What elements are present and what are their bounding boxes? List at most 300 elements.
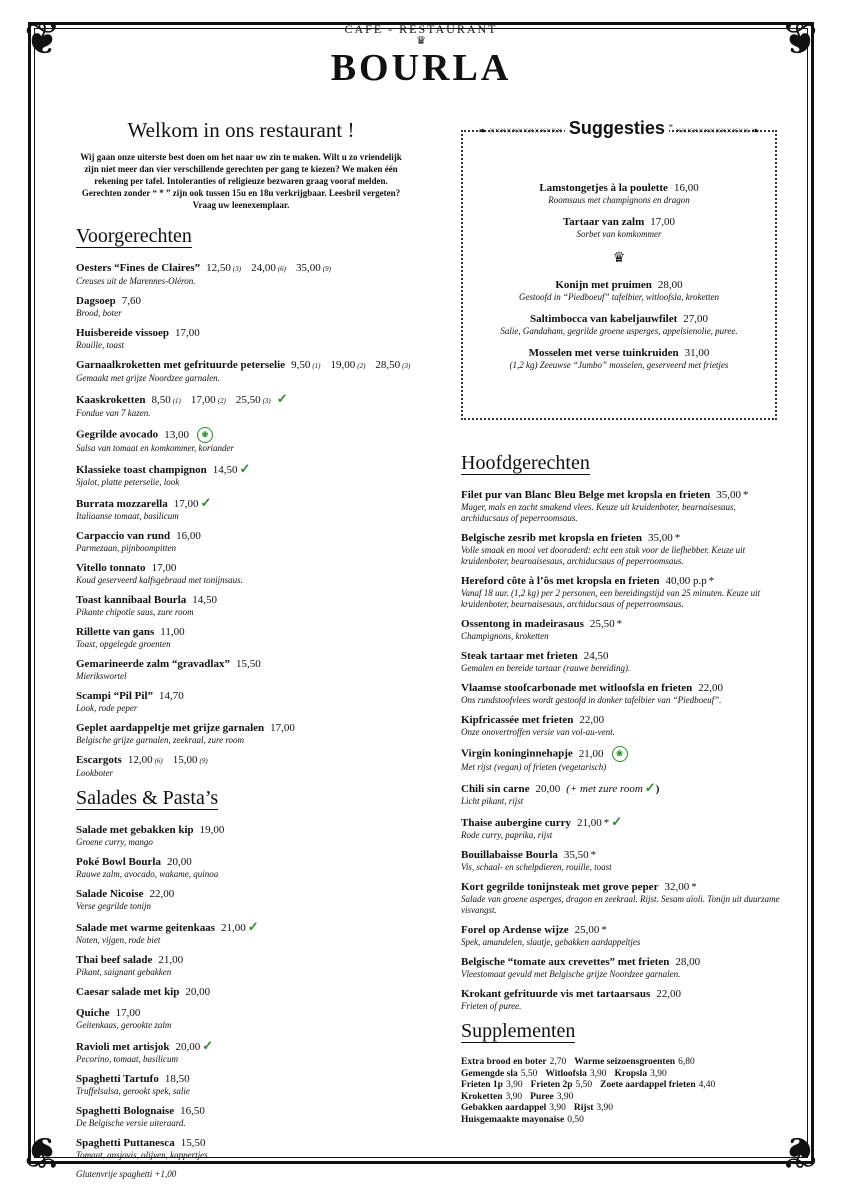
menu-item-description: Parmezaan, pijnboompitten [76,543,176,553]
menu-item-description: Rode curry, paprika, rijst [461,830,553,840]
menu-item-name: Dagsoep [76,295,116,307]
menu-item-quantity: (2) [217,397,226,405]
menu-item-line [76,462,406,477]
menu-item [76,1007,406,1031]
menu-item-price: 21,00 [577,817,602,829]
supplement-price: 4,40 [698,1080,716,1090]
menu-item-description: Vis, schaal- en schelpdieren, rouille, toast [461,862,612,872]
menu-item [461,849,781,873]
menu-item-name: Ossentong in madeirasaus [461,618,584,630]
supplement-line [461,1103,781,1115]
menu-item-description: Vleestomaat gevuld met Belgische grijze Noordzee garnalen. [461,969,681,979]
ornament-icon: ××××××××××××× ❧ [673,126,760,137]
ornament-icon: ❦ [24,1127,61,1176]
menu-item-description: Lookboter [76,768,113,778]
menu-item-name: Spaghetti Puttanesca [76,1137,175,1149]
supplement-price: 0,50 [567,1114,584,1125]
menu-item [76,626,406,650]
menu-item-price: 13,00 [164,428,189,441]
menu-item [76,722,406,746]
suggestion-price: 16,00 [673,182,699,194]
menu-item-line [76,986,406,999]
menu-item-line [76,392,406,408]
menu-item-price: 16,00 [176,530,201,542]
menu-item-line [461,956,781,969]
menu-item [76,1105,406,1129]
supplement-name: Frieten 1p [461,1080,503,1090]
menu-item-description: Onze onovertroffen versie van vol-au-vent. [461,727,615,737]
suggestion-description: (1,2 kg) Zeeuwse “Jumbo” mosselen, geserveerd met frietjes [509,360,729,370]
menu-item-line [461,575,781,588]
menu-item [76,754,406,779]
menu-item-name: Gegrilde avocado [76,428,159,441]
menu-item-price: 17,00 [175,327,200,339]
menu-item-line [76,626,406,639]
menu-item-line [461,618,781,631]
suggestion-price: 28,00 [657,279,683,291]
menu-item [461,682,781,706]
menu-item-name: Klassieke toast champignon [76,464,207,476]
menu-item-line [461,650,781,663]
menu-item-description: Geitenkaas, gerookte zalm [76,1020,172,1030]
menu-item [461,714,781,738]
menu-item-price: 11,00 [160,626,185,638]
menu-item-price: 17,00 [173,498,199,510]
menu-item-price: 25,50 [235,394,261,406]
menu-item [461,746,781,773]
menu-item-quantity: (3) [262,397,271,405]
suggesties-title: Suggesties [565,118,669,138]
brand-name: BOURLA [330,47,512,89]
menu-item-quantity: (3) [232,265,242,273]
menu-item [76,1137,406,1161]
supplement-price: 3,90 [505,1091,523,1102]
menu-item-line [76,1105,406,1118]
menu-item-price: 25,00 [574,924,600,936]
menu-item-price: 14,70 [159,690,184,702]
menu-item-line [76,954,406,967]
menu-item-price: 19,00 [330,359,356,371]
menu-item-line [461,988,781,1001]
suggestion-description: Salie, Gandaham, gegrilde groene asperges, appelsienolie, puree. [500,326,738,336]
menu-item-name: Oesters “Fines de Claires” [76,262,201,274]
supplement-price: 3,90 [549,1103,566,1113]
star-marker: * [601,924,607,936]
menu-item-name: Carpaccio van rund [76,530,171,542]
suggestion-line [466,279,772,292]
menu-item-price: 16,50 [180,1105,205,1117]
suggestion-name: Saltimbocca van kabeljauwfilet [529,313,678,325]
supplementen-list [461,1057,781,1126]
menu-item-name: Krokant gefrituurde vis met tartaarsaus [461,988,651,1000]
suggesties-header: ❧ ××××××××××××× Suggesties * ××××××××××××× ❧ [478,118,760,138]
suggesties-list [466,182,772,381]
supplement-name: Kroketten [461,1091,503,1102]
supplement-price: 5,50 [520,1068,538,1079]
menu-item-description: Champignons, kroketten [461,631,549,641]
supplement-name: Gemengde sla [461,1068,518,1079]
menu-item-name: Hereford côte à l’ôs met kropsla en frieten [461,575,660,587]
supplement-name: Frieten 2p [530,1080,573,1090]
supplement-price: 2,70 [549,1057,567,1067]
menu-item [461,988,781,1012]
menu-item [76,888,406,912]
menu-item-line [76,262,406,276]
menu-item-line [76,1073,406,1086]
menu-item-line [76,824,406,837]
menu-item-price: 21,00 [221,922,246,934]
menu-item-description: Groene curry, mango [76,837,153,847]
suggestion-name: Mosselen met verse tuinkruiden [528,347,679,359]
menu-item-line [461,682,781,695]
menu-item-line [461,849,781,862]
menu-item [76,327,406,351]
supplementen-section [461,1020,781,1126]
menu-item-price: 7,60 [121,295,141,307]
supplement-name: Extra brood en boter [461,1057,547,1067]
menu-item-extra: (+ met zure room [566,783,643,795]
menu-item-price: 20,00 [185,986,211,998]
menu-item [76,262,406,287]
menu-item-price: 35,00 [647,532,673,544]
menu-item-name: Scampi “Pil Pil” [76,690,153,702]
menu-item [76,920,406,946]
menu-item-description: Koud geserveerd kalfsgebraad met tonijnsaus. [76,575,243,585]
menu-item-description: Ons rundstoofvlees wordt gestoofd in donker tafelbier van “Piedboeuf”. [461,695,722,705]
menu-item-price: 21,00 [158,954,184,966]
brand-subtitle: CAFÉ - RESTAURANT [344,22,498,36]
menu-item-price: 12,00 [127,754,153,766]
supplement-name: Rijst [573,1103,594,1113]
star-marker: * [603,817,610,829]
menu-item-line [76,594,406,607]
menu-item-quantity: (6) [277,265,286,273]
menu-item-price: 28,00 [675,956,701,968]
menu-item-line [76,562,406,575]
menu-item-line [76,658,406,671]
menu-item-name: Vitello tonnato [76,562,146,574]
vegetarian-icon: ✓ [200,495,212,510]
menu-item-description: Sjalot, platte peterselie, look [76,477,180,487]
menu-item-name: Salade met warme geitenkaas [76,922,216,934]
menu-item-price: 9,50 [291,359,311,371]
menu-item-price: 35,50 [563,849,589,861]
menu-item-description: Rauwe zalm, avocado, wakame, quinoa [76,869,219,879]
menu-item [76,1039,406,1065]
menu-item [461,650,781,674]
suggestion-line [466,347,772,360]
suggestion-description: Roomsaus met champignons en dragon [548,195,690,205]
menu-item-name: Salade Nicoise [76,888,144,900]
gluten-note: Glutenvrije spaghetti +1,00 [76,1169,177,1179]
menu-item-price: 18,50 [164,1073,190,1085]
menu-item-description: Salsa van tomaat en komkommer, koriander [76,443,234,453]
menu-item-price: 24,00 [251,262,276,274]
supplement-price: 3,90 [505,1080,523,1090]
menu-item-price: 20,00 [166,856,192,868]
supplement-name: Kropsla [614,1068,648,1079]
menu-item-price: 22,00 [656,988,681,1000]
welcome-text: Wij gaan onze uiterste best doen om het naar uw zin te maken. Wilt u zo vriendelijk zijn niet meer dan vier verschillende gerechten per gang te kiezen? We maken één rekening per tafel. Intoleranties of religieuze bezwaren graag vooraf melden. Gerechten zonder “ * ” zijn ook tussen 15u en 18u verkrijgbaar. Leesbril vergeten? Vraag uw leenexemplaar. [80,152,402,210]
menu-item-quantity: (3) [402,362,411,370]
supplement-name: Warme seizoensgroenten [574,1057,676,1067]
menu-item-description: Pecorino, tomaat, basilicum [76,1054,178,1064]
menu-item-price: 20,00 [175,1041,201,1053]
menu-item-line [461,924,781,937]
vegan-badge-icon: ❀ [197,427,213,443]
menu-item-price: 17,00 [115,1007,141,1019]
vegetarian-icon: ✓ [611,814,623,829]
menu-item [461,956,781,980]
menu-item-price: 15,50 [180,1137,206,1149]
menu-item [461,618,781,642]
menu-item-name: Kipfricassée met frieten [461,714,574,726]
menu-item-price: 17,00 [151,562,177,574]
menu-item-name: Ravioli met artisjok [76,1041,170,1053]
supplement-name: Witloofsla [545,1068,587,1079]
menu-item-name: Thaise aubergine curry [461,817,571,829]
menu-item-name: Gemarineerde zalm “gravadlax” [76,658,230,670]
menu-item-name: Kort gegrilde tonijnsteak met grove peper [461,881,659,893]
suggestion-item [466,347,772,371]
menu-item-line [76,295,406,308]
menu-item-line [461,532,781,545]
supplement-name: Puree [530,1091,554,1102]
menu-item-name: Filet pur van Blanc Bleu Belge met kropsla en frieten [461,489,711,501]
menu-item-name: Thai beef salade [76,954,153,966]
menu-item-description: Brood, boter [76,308,122,318]
menu-item-description: De Belgische versie uiteraard. [76,1118,186,1128]
menu-item-line [76,722,406,735]
menu-item-line [76,1137,406,1150]
vegetarian-icon: ✓ [247,919,259,934]
menu-item-description: Pikante chipotle saus, zure room [76,607,194,617]
menu-item-description: Noten, vijgen, rode biet [76,935,161,945]
menu-item-extra-close: ) [655,783,660,795]
menu-item-description: Look, rode peper [76,703,138,713]
menu-item-price: 35,00 [716,489,741,501]
menu-item-line [461,815,781,830]
menu-item [461,575,781,610]
ornament-icon: ❧ ××××××××××××× [478,126,565,137]
menu-item-name: Kaaskroketten [76,394,146,406]
menu-item-description: Mierikswortel [76,671,127,681]
menu-item-name: Rillette van gans [76,626,155,638]
menu-item-description: Creuses uit de Marennes-Oléron. [76,276,196,286]
suggestion-name: Tartaar van zalm [562,216,645,228]
suggestion-item [466,182,772,206]
menu-item-price: 8,50 [151,394,171,406]
menu-item-price: 22,00 [698,682,724,694]
menu-item-line [76,530,406,543]
menu-item-description: Gemaakt met grijze Noordzee garnalen. [76,373,220,383]
menu-item-price: 15,50 [235,658,261,670]
menu-item [461,815,781,841]
menu-item [76,986,406,999]
menu-item [76,594,406,618]
supplement-name: Huisgemaakte mayonaise [461,1114,565,1125]
menu-item-quantity: (9) [199,757,208,765]
menu-item [461,532,781,567]
ornament-icon: ❦ [24,15,61,64]
menu-item-description: Gemalen en bereide tartaar (rauwe bereiding). [461,663,631,673]
menu-item-quantity: (1) [312,362,321,370]
menu-item [461,924,781,948]
menu-item-line [76,427,406,443]
vegetarian-icon: ✓ [276,391,288,406]
menu-item [76,359,411,384]
menu-item-price: 24,50 [583,650,609,662]
menu-item-price: 12,50 [206,262,231,274]
menu-item-quantity: (9) [322,265,331,273]
menu-item [76,658,406,682]
menu-item-price: 28,50 [375,359,401,371]
menu-item-line [76,856,406,869]
menu-item [76,392,406,419]
supplement-line [461,1092,781,1104]
menu-item-name: Vlaamse stoofcarbonade met witloofsla en frieten [461,682,693,694]
section-title-supplementen: Supplementen [461,1020,576,1042]
menu-item-price: 40,00 p.p [665,575,707,587]
suggestion-name: Lamstongetjes à la poulette [539,182,668,194]
suggestion-price: 27,00 [683,313,709,325]
menu-item-price: 20,00 [535,783,561,795]
menu-item-name: Caesar salade met kip [76,986,180,998]
star-marker: * [708,575,715,587]
ornament-icon: ❦ [781,15,818,64]
crown-icon: ♛ [416,35,426,47]
menu-item-description: Pikant, saignant gebakken [76,967,172,977]
menu-item-quantity: (6) [154,757,163,765]
suggestion-price: 31,00 [684,347,710,359]
suggestion-line [466,182,772,195]
menu-item-name: Virgin koninginnehapje [461,747,573,760]
suggestion-line [466,216,772,229]
menu-item-name: Burrata mozzarella [76,498,168,510]
crown-icon: ♛ [612,251,626,266]
menu-item-price: 14,50 [192,594,217,606]
menu-item [76,427,406,454]
menu-item-name: Belgische zesrib met kropsla en frieten [461,532,642,544]
menu-item-description: Truffelsalsa, gerookt spek, salie [76,1086,190,1096]
supplement-name: Gebakken aardappel [461,1103,547,1113]
supplement-line [461,1057,781,1069]
menu-item [76,690,406,714]
menu-item-price: 35,00 [295,262,321,274]
menu-item-price: 15,00 [172,754,198,766]
menu-item [76,562,406,586]
menu-item [76,954,406,978]
suggestion-name: Konijn met pruimen [555,279,652,291]
supplement-price: 5,50 [575,1080,593,1090]
menu-item-price: 17,00 [190,394,216,406]
supplement-line [461,1080,781,1092]
menu-item-description: Licht pikant, rijst [461,796,524,806]
menu-item-line [461,781,781,796]
menu-item-name: Geplet aardappeltje met grijze garnalen [76,722,265,734]
menu-item-description: Belgische grijze garnalen, zeekraal, zure room [76,735,245,745]
menu-item-description: Frieten of puree. [461,1001,522,1011]
menu-item-name: Salade met gebakken kip [76,824,194,836]
menu-item-description: Tomaat, ansjovis, olijven, kappertjes [76,1150,208,1160]
star-marker: * [590,849,597,861]
menu-item-description: Spek, amandelen, slaatje, gebakken aardappeltjes [461,937,641,947]
star-marker: * [616,618,623,630]
menu-item-name: Spaghetti Tartufo [76,1073,159,1085]
menu-item-price: 22,00 [149,888,175,900]
menu-item-description: Vanaf 18 uur. (1,2 kg) per 2 personen, een bereidingstijd van 25 minuten. Keuze uit kruidenboter, bearnaisesaus, archiducsaus of peperroomsaus. [461,588,761,609]
section-title-hoofdgerechten: Hoofdgerechten [461,452,590,474]
supplement-price: 3,90 [650,1068,667,1079]
menu-item-name: Bouillabaisse Bourla [461,849,558,861]
menu-item-price: 14,50 [212,464,238,476]
hoofdgerechten-section [461,452,781,1020]
menu-item-line [76,690,406,703]
menu-item-line [461,881,781,894]
menu-item [76,462,406,488]
menu-item [76,1073,406,1097]
menu-item-name: Poké Bowl Bourla [76,856,161,868]
menu-item-quantity: (1) [172,397,181,405]
menu-item [461,489,781,524]
supplement-price: 6,80 [678,1057,695,1067]
suggestion-line [466,313,772,326]
menu-item-name: Forel op Ardense wijze [461,924,569,936]
menu-item-name: Quiche [76,1007,110,1019]
menu-item [76,496,406,522]
menu-item-name: Huisbereide vissoep [76,327,170,339]
supplement-price: 3,90 [589,1068,607,1079]
menu-item-name: Toast kannibaal Bourla [76,594,187,606]
ornament-icon: ❦ [781,1127,818,1176]
suggestion-item [466,216,772,240]
menu-item-description: Volle smaak en mooi vet dooraderd: echt een stuk voor de liefhebber. Keuze uit kruidenboter, bearnaisesaus, archiducsaus of peperroomsaus. [461,545,746,566]
suggestion-description: Sorbet van komkommer [576,229,662,239]
star-marker: * [691,881,697,893]
menu-item-name: Belgische “tomate aux crevettes” met frieten [461,956,670,968]
menu-item-line [76,920,406,935]
menu-item-price: 19,00 [199,824,225,836]
vegetarian-icon: ✓ [202,1038,214,1053]
menu-item-name: Chili sin carne [461,783,530,795]
menu-item-line [76,359,411,373]
supplement-price: 3,90 [596,1103,614,1113]
suggestion-price: 17,00 [650,216,676,228]
menu-item-price: 22,00 [579,714,605,726]
menu-item-description: Verse gegrilde tonijn [76,901,151,911]
menu-item-line [76,327,406,340]
menu-item-price: 17,00 [270,722,295,734]
suggestion-item [466,279,772,303]
menu-item-line [76,754,406,768]
suggestion-item [466,313,772,337]
section-title-salades: Salades & Pasta’s [76,787,219,809]
supplement-name: Zoete aardappel frieten [600,1080,696,1090]
menu-item-description: Met rijst (vegan) of frieten (vegetarisch) [461,762,607,772]
star-marker: * [742,489,749,501]
section-title-voorgerechten: Voorgerechten [76,225,192,247]
menu-item-description: Italiaanse tomaat, basilicum [76,511,179,521]
menu-item-description: Salade van groene asperges, dragon en zeekraal. Rijst. Sesam aïoli. Tonijn uit duurzame visvangst. [461,894,780,915]
menu-item-description: Rouille, toast [76,340,124,350]
menu-item-line [76,888,406,901]
menu-item-quantity: (2) [357,362,366,370]
menu-item-price: 25,50 [589,618,615,630]
vegan-badge-icon: ❀ [612,746,628,762]
supplement-line [461,1069,781,1081]
menu-item [76,856,406,880]
menu-item [76,530,406,554]
